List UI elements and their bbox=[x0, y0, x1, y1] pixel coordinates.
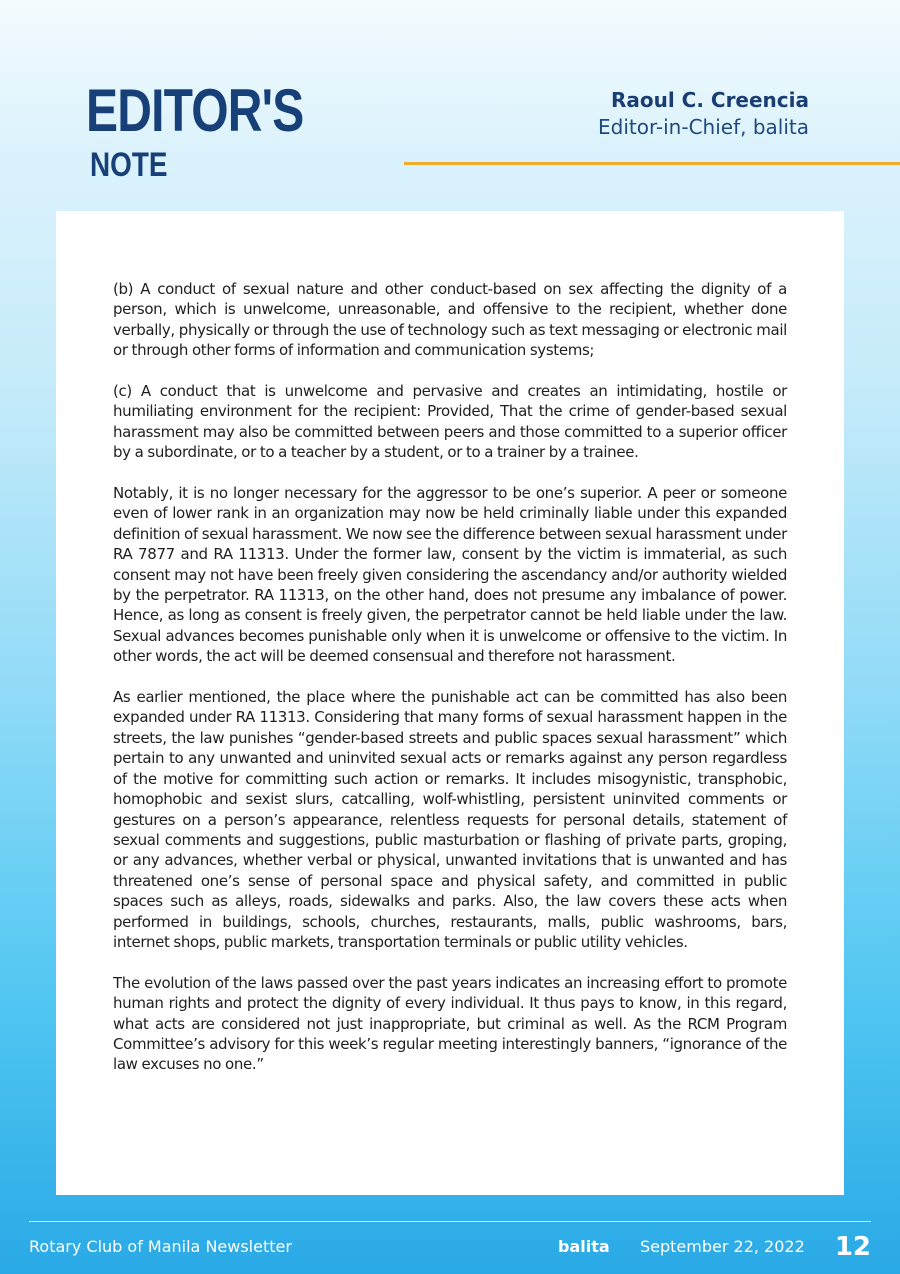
author-role: Editor-in-Chief, balita bbox=[598, 115, 809, 139]
footer-date: September 22, 2022 bbox=[640, 1237, 805, 1256]
article-paragraph: (c) A conduct that is unwelcome and pervasive and creates an intimidating, hostile or humiliating environment for the recipient: Provided, That the crime of gender-based sexual harassment may also be committed between peers and those committed to a superior officer by a subordinate, or to a teacher by a student, or to a trainer by a trainee. bbox=[113, 382, 787, 462]
article-card bbox=[56, 211, 844, 1195]
author-name: Raoul C. Creencia bbox=[610, 88, 809, 112]
page-subtitle: NOTE bbox=[90, 146, 168, 184]
article-body bbox=[113, 279, 787, 1095]
article-paragraph: Notably, it is no longer necessary for the aggressor to be one’s superior. A peer or someone even of lower rank in an organization may now be held criminally liable under this expanded definition of sexual harassment. We now see the difference between sexual harassment under RA 7877 and RA 11313. Under the former law, consent by the victim is immaterial, as such consent may not have been freely given considering the ascendancy and/or authority wielded by the perpetrator. RA 11313, on the other hand, does not presume any imbalance of power. Hence, as long as consent is freely given, the perpetrator cannot be held liable under the law. Sexual advances becomes punishable only when it is unwelcome or offensive to the victim. In other words, the act will be deemed consensual and therefore not harassment. bbox=[113, 484, 787, 666]
author-block bbox=[598, 87, 809, 141]
article-paragraph: As earlier mentioned, the place where the punishable act can be committed has also been expanded under RA 11313. Considering that many forms of sexual harassment happen in the streets, the law punishes “gender-based streets and public spaces sexual harassment” which pertain to any unwanted and uninvited sexual acts or remarks against any person regardless of the motive for committing such action or remarks. It includes misogynistic, transphobic, homophobic and sexist slurs, catcalling, wolf-whistling, persistent uninvited comments or gestures on a person’s appearance, relentless requests for personal details, statement of sexual comments and suggestions, public masturbation or flashing of private parts, groping, or any advances, whether verbal or physical, unwanted invitations that is unwanted and has threatened one’s sense of personal space and physical safety, and committed in public spaces such as alleys, roads, sidewalks and parks. Also, the law covers these acts when performed in buildings, schools, churches, restaurants, malls, public washrooms, bars, internet shops, public markets, transportation terminals or public utility vehicles. bbox=[113, 688, 787, 951]
article-paragraph: The evolution of the laws passed over the past years indicates an increasing effort to promote human rights and protect the dignity of every individual. It thus pays to know, in this regard, what acts are considered not just inappropriate, but criminal as well. As the RCM Program Committee’s advisory for this week’s regular meeting interestingly banners, “ignorance of the law excuses no one.” bbox=[113, 973, 787, 1074]
header-divider bbox=[404, 162, 900, 165]
footer-newsletter-name: Rotary Club of Manila Newsletter bbox=[29, 1237, 292, 1256]
footer-divider bbox=[29, 1221, 871, 1222]
page-number: 12 bbox=[834, 1232, 871, 1262]
page-title: EDITOR'S bbox=[86, 77, 304, 144]
footer-publication: balita bbox=[558, 1237, 610, 1256]
article-paragraph: (b) A conduct of sexual nature and other conduct-based on sex affecting the dignity of a person, which is unwelcome, unreasonable, and offensive to the recipient, whether done verbally, physically or through the use of technology such as text messaging or electronic mail or through other forms of information and communication systems; bbox=[113, 280, 787, 360]
